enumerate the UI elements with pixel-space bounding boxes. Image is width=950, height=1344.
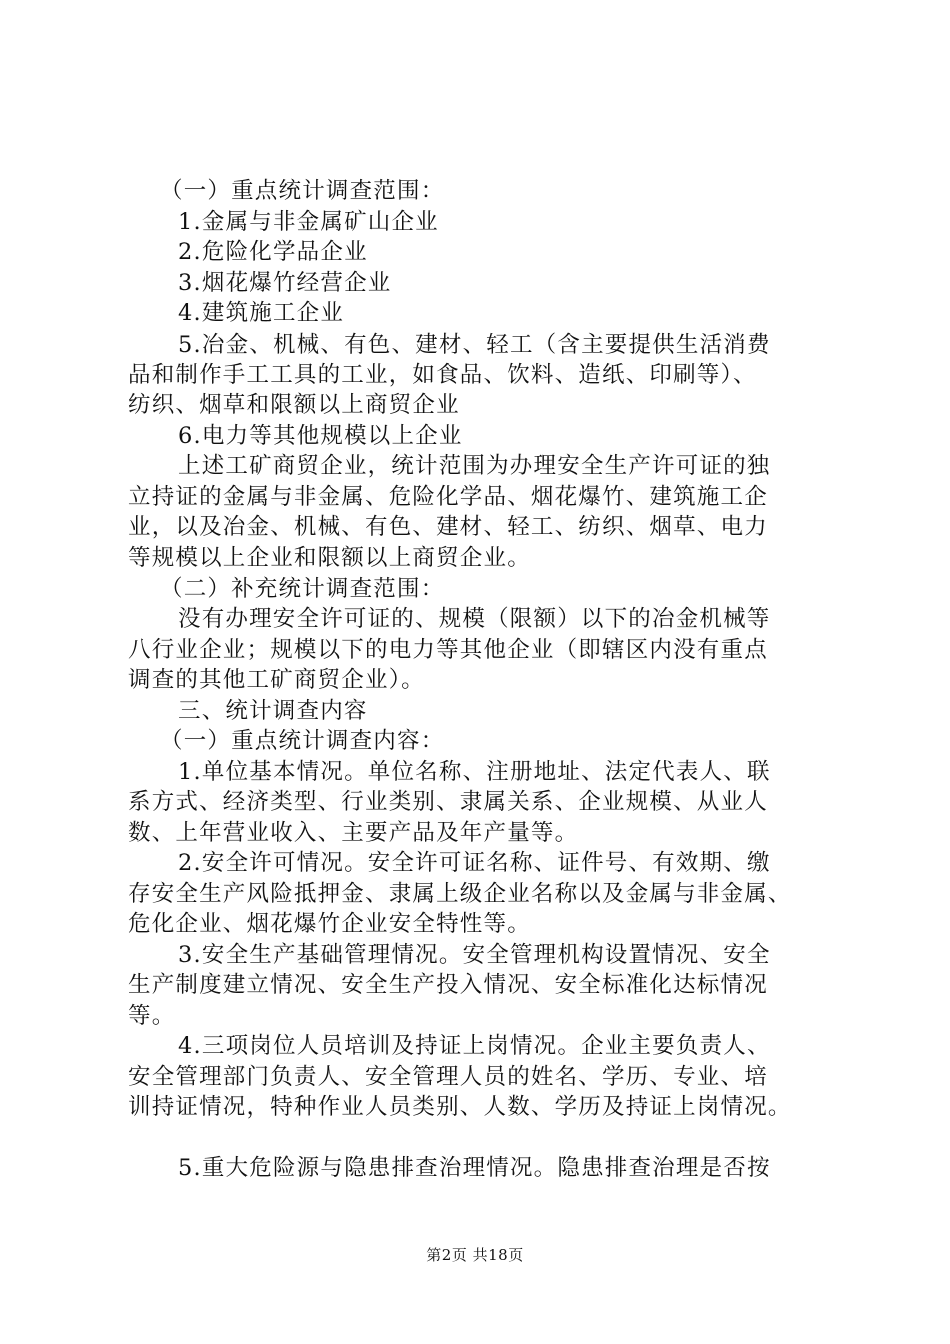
text-line: 上述工矿商贸企业，统计范围为办理安全生产许可证的独 — [178, 453, 771, 479]
text-line: 2.安全许可情况。安全许可证名称、证件号、有效期、缴 — [178, 850, 771, 876]
text-line: 调查的其他工矿商贸企业）。 — [128, 667, 425, 693]
text-line: 品和制作手工工具的工业，如食品、饮料、造纸、印刷等）、 — [128, 362, 757, 388]
text-line: 4.三项岗位人员培训及持证上岗情况。企业主要负责人、 — [178, 1033, 771, 1059]
text-line: 数、上年营业收入、主要产品及年产量等。 — [128, 820, 579, 846]
text-line: 八行业企业；规模以下的电力等其他企业（即辖区内没有重点 — [128, 637, 768, 663]
text-line: 3.安全生产基础管理情况。安全管理机构设置情况、安全 — [178, 942, 771, 968]
text-line: （一）重点统计调查范围： — [160, 178, 445, 204]
text-line: （二）补充统计调查范围： — [160, 576, 445, 602]
text-line: 1.金属与非金属矿山企业 — [178, 209, 439, 235]
page-footer: 第2页 共18页 — [426, 1246, 524, 1264]
text-line: 4.建筑施工企业 — [178, 300, 345, 326]
text-line: 危化企业、烟花爆竹企业安全特性等。 — [128, 911, 531, 937]
text-line: 训持证情况，特种作业人员类别、人数、学历及持证上岗情况。 — [128, 1094, 792, 1120]
text-line: 业，以及冶金、机械、有色、建材、轻工、纺织、烟草、电力 — [128, 514, 768, 540]
text-line: 没有办理安全许可证的、规模（限额）以下的冶金机械等 — [178, 606, 771, 632]
text-line: 系方式、经济类型、行业类别、隶属关系、企业规模、从业人 — [128, 789, 768, 815]
text-line: 5.重大危险源与隐患排查治理情况。隐患排查治理是否按 — [178, 1155, 771, 1181]
text-line: 生产制度建立情况、安全生产投入情况、安全标准化达标情况 — [128, 972, 768, 998]
text-line: 5.冶金、机械、有色、建材、轻工（含主要提供生活消费 — [178, 332, 771, 358]
text-line: 2.危险化学品企业 — [178, 239, 368, 265]
text-line: 等。 — [128, 1003, 176, 1029]
text-line: 3.烟花爆竹经营企业 — [178, 270, 392, 296]
text-line: 存安全生产风险抵押金、隶属上级企业名称以及金属与非金属、 — [128, 881, 792, 907]
text-line: 立持证的金属与非金属、危险化学品、烟花爆竹、建筑施工企 — [128, 484, 768, 510]
text-line: 纺织、烟草和限额以上商贸企业 — [128, 392, 460, 418]
text-line: 等规模以上企业和限额以上商贸企业。 — [128, 545, 531, 571]
text-line: 安全管理部门负责人、安全管理人员的姓名、学历、专业、培 — [128, 1064, 768, 1090]
text-line: 6.电力等其他规模以上企业 — [178, 423, 463, 449]
text-line: 三、统计调查内容 — [178, 698, 368, 724]
text-line: 1.单位基本情况。单位名称、注册地址、法定代表人、联 — [178, 759, 771, 785]
text-line: （一）重点统计调查内容： — [160, 728, 445, 754]
